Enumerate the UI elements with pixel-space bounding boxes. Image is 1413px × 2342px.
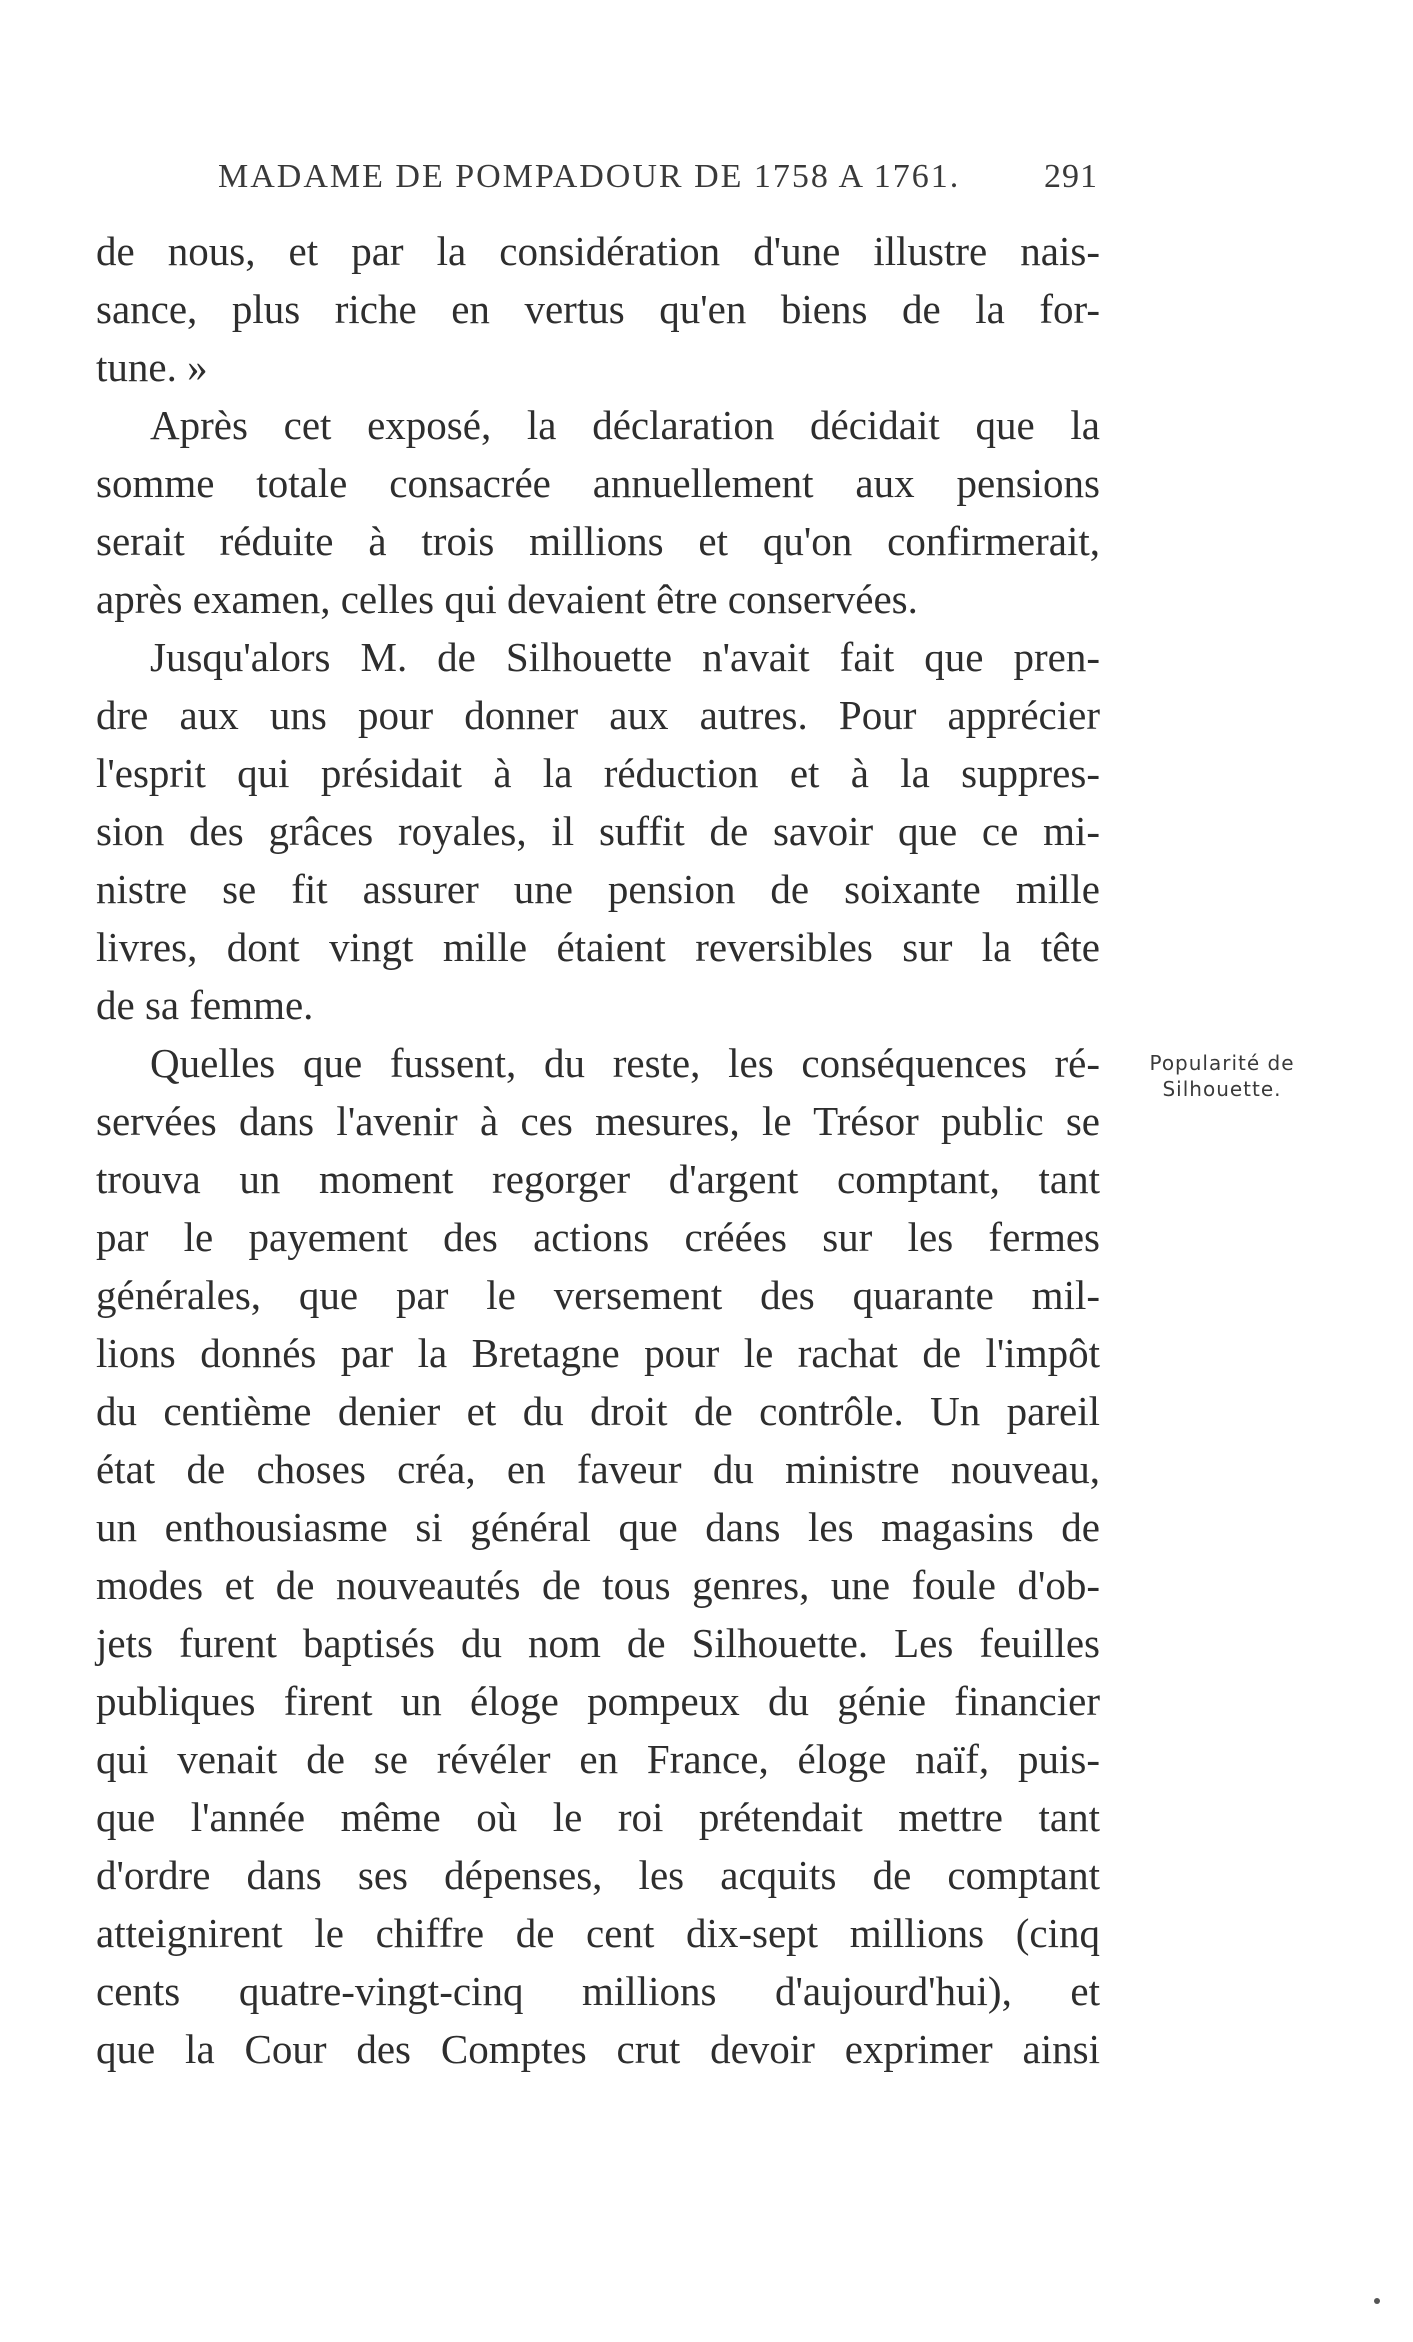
text-line: état de choses créa, en faveur du ministre nouveau,: [96, 1446, 1100, 1492]
text-line: cents quatre-vingt-cinq millions d'aujourd'hui), et: [96, 1968, 1100, 2014]
text-line: que l'année même où le roi prétendait mettre tant: [96, 1794, 1100, 1840]
text-line: servées dans l'avenir à ces mesures, le Trésor public se: [96, 1098, 1100, 1144]
text-line: après examen, celles qui devaient être conservées.: [96, 576, 918, 622]
text-line: Jusqu'alors M. de Silhouette n'avait fait que pren-: [150, 634, 1100, 680]
text-line: dre aux uns pour donner aux autres. Pour apprécier: [96, 692, 1100, 738]
text-line: serait réduite à trois millions et qu'on confirmerait,: [96, 518, 1100, 564]
text-line: sance, plus riche en vertus qu'en biens de la for-: [96, 286, 1100, 332]
text-line: modes et de nouveautés de tous genres, une foule d'ob-: [96, 1562, 1100, 1608]
text-line: Quelles que fussent, du reste, les conséquences ré-: [150, 1040, 1100, 1086]
text-line: que la Cour des Comptes crut devoir exprimer ainsi: [96, 2026, 1100, 2072]
text-line: trouva un moment regorger d'argent comptant, tant: [96, 1156, 1100, 1202]
text-line: d'ordre dans ses dépenses, les acquits de comptant: [96, 1852, 1100, 1898]
text-line: nistre se fit assurer une pension de soixante mille: [96, 866, 1100, 912]
text-line: lions donnés par la Bretagne pour le rachat de l'impôt: [96, 1330, 1100, 1376]
running-title: MADAME DE POMPADOUR DE 1758 A 1761.: [218, 158, 961, 195]
running-head: [218, 158, 1098, 208]
text-line: qui venait de se révéler en France, éloge naïf, puis-: [96, 1736, 1100, 1782]
margin-note-line: Silhouette.: [1162, 1077, 1282, 1101]
ink-speck: [1374, 2298, 1380, 2304]
margin-note: [1132, 1050, 1312, 1102]
margin-note-line: Popularité de: [1149, 1051, 1295, 1075]
text-line: jets furent baptisés du nom de Silhouette. Les feuilles: [96, 1620, 1100, 1666]
text-line: livres, dont vingt mille étaient reversibles sur la tête: [96, 924, 1100, 970]
text-line: de nous, et par la considération d'une illustre nais-: [96, 228, 1100, 274]
page-number: 291: [1044, 158, 1098, 195]
text-line: du centième denier et du droit de contrôle. Un pareil: [96, 1388, 1100, 1434]
text-line: somme totale consacrée annuellement aux pensions: [96, 460, 1100, 506]
text-line: un enthousiasme si général que dans les magasins de: [96, 1504, 1100, 1550]
text-line: l'esprit qui présidait à la réduction et à la suppres-: [96, 750, 1100, 796]
text-line: tune. »: [96, 344, 208, 390]
text-line: de sa femme.: [96, 982, 314, 1028]
text-line: générales, que par le versement des quarante mil-: [96, 1272, 1100, 1318]
body-text: [96, 222, 1100, 2078]
text-line: sion des grâces royales, il suffit de savoir que ce mi-: [96, 808, 1100, 854]
text-line: atteignirent le chiffre de cent dix-sept millions (cinq: [96, 1910, 1100, 1956]
text-line: Après cet exposé, la déclaration décidait que la: [150, 402, 1100, 448]
text-line: publiques firent un éloge pompeux du génie financier: [96, 1678, 1100, 1724]
text-line: par le payement des actions créées sur les fermes: [96, 1214, 1100, 1260]
